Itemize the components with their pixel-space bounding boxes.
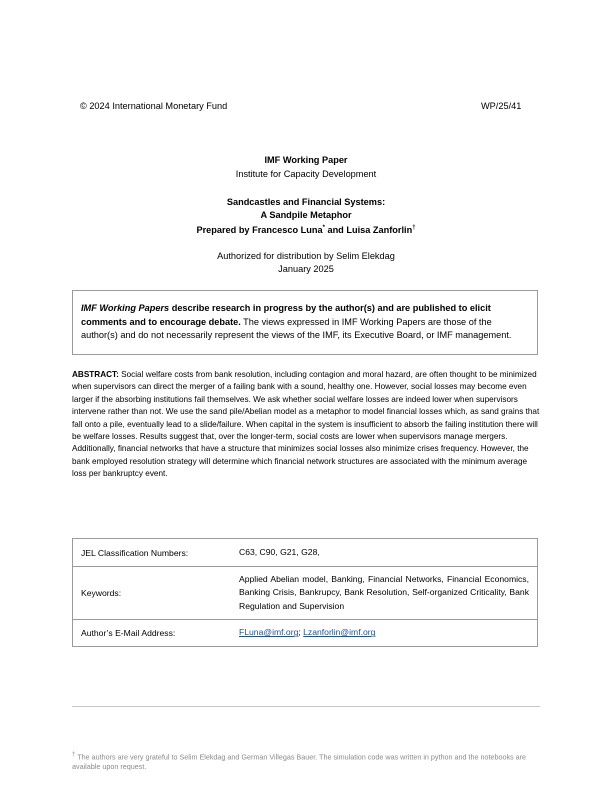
author2: and Luisa Zanforlin (324, 225, 413, 236)
abstract-label: ABSTRACT: (72, 370, 119, 379)
table-row (73, 620, 538, 647)
table-row (73, 567, 538, 620)
jel-label: JEL Classification Numbers: (73, 539, 232, 567)
abstract-text: Social welfare costs from bank resolution, including contagion and moral hazard, are often thought to be minimized when supervisors can direct the merger of a failing bank with a sound, healthy one. However, social losses may become even larger if the absorbing institutions fail themselves. We ask whether social welfare losses are indeed lower when supervisors intervene rather than not. We use the sand pile/Abelian model as a metaphor to model financial losses which, as sand grains that fall onto a pile, eventually lead to a slide/failure. When capital in the system is insufficient to absorb the failing institution there will be welfare losses. Results suggest that, over the longer-term, social costs are lower when supervisors manage mergers. Additionally, financial networks that have a structure that minimizes social losses also minimize crises frequency. However, the bank employed resolution strategy will determine which financial network structures are associated with the minimum average loss per bankruptcy event. (72, 370, 540, 479)
footnote-mark: † (72, 752, 76, 758)
department: Institute for Capacity Development (235, 169, 377, 179)
table-row (73, 539, 538, 567)
footnote-divider (72, 706, 540, 707)
series-title: IMF Working Paper (264, 155, 348, 165)
disclaimer-box (72, 290, 538, 355)
paper-title-line1: Sandcastles and Financial Systems: (226, 197, 386, 207)
authorized-by: Authorized for distribution by Selim Elekdag (217, 251, 395, 261)
disclaimer-text: The views expressed in IMF Working Papers are those of the author(s) and do not necessarily represent the views of the IMF, its Executive Board, or IMF management. (81, 316, 512, 341)
disclaimer-lead: IMF Working Papers (81, 303, 170, 313)
author2-footnote-mark: † (412, 225, 416, 231)
author1-footnote-mark: * (322, 225, 325, 231)
keywords-label: Keywords: (73, 567, 232, 620)
keywords-value: Applied Abelian model, Banking, Financial Networks, Financial Economics, Banking Crisis, Bankrupcy, Bank Resolution, Self-organized Criticality, Bank Regulation and Supervision (231, 567, 538, 620)
jel-value: C63, C90, G21, G28, (231, 539, 538, 567)
email-label: Author’s E-Mail Address: (73, 620, 232, 647)
email-link-zanforlin[interactable]: Lzanforlin@imf.org (303, 627, 376, 638)
footnote (72, 751, 542, 772)
footnote-text: The authors are very grateful to Selim Elekdag and German Villegas Bauer. The simulation code was written in python and the notebooks are available upon request. (72, 752, 527, 771)
paper-title-line2: A Sandpile Metaphor (260, 210, 352, 220)
authors-line (0, 222, 612, 237)
copyright-notice: © 2024 International Monetary Fund (80, 101, 228, 111)
abstract (72, 369, 542, 481)
paper-number: WP/25/41 (481, 101, 522, 111)
email-cell (231, 620, 538, 647)
email-separator: ; (298, 627, 304, 638)
email-link-luna[interactable]: FLuna@imf.org (239, 627, 299, 638)
prepared-by: Prepared by Francesco Luna (196, 225, 323, 236)
publication-date: January 2025 (278, 264, 334, 274)
paper-info-table (72, 538, 538, 647)
disclaimer-bold: describe research in progress by the author(s) and are published to elicit comments and to encourage debate. (81, 303, 491, 327)
